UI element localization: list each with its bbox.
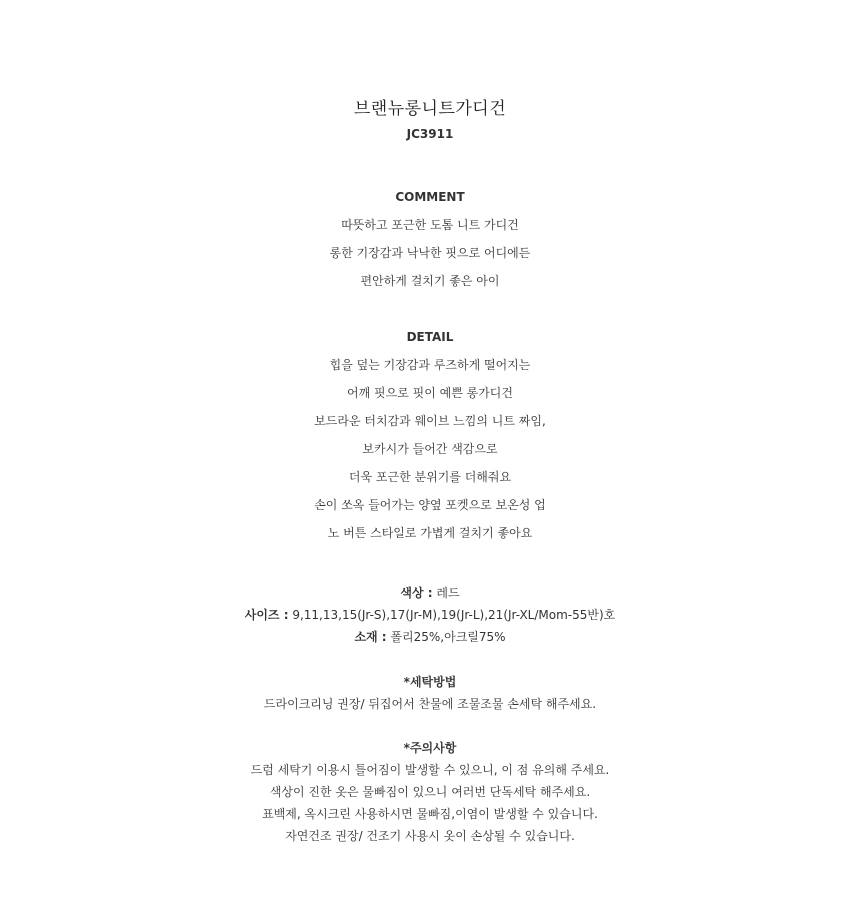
spec-color-value: 레드 xyxy=(436,586,460,600)
spec-size-label: 사이즈 : xyxy=(244,608,289,622)
caution-line: 자연건조 권장/ 건조기 사용시 옷이 손상될 수 있습니다. xyxy=(285,829,575,843)
spec-material-label: 소재 : xyxy=(354,630,387,644)
washing-text: 드라이크리닝 권장/ 뒤집어서 찬물에 조물조물 손세탁 해주세요. xyxy=(263,697,597,711)
comment-heading: COMMENT xyxy=(395,190,465,204)
detail-line: 더욱 포근한 분위기를 더해줘요 xyxy=(348,470,512,484)
detail-line: 노 버튼 스타일로 가볍게 걸치기 좋아요 xyxy=(327,526,533,540)
spec-size-value: 9,11,13,15(Jr-S),17(Jr-M),19(Jr-L),21(Jr-XL/Mom-55반)호 xyxy=(292,608,616,622)
comment-line: 따뜻하고 포근한 도톰 니트 가디건 xyxy=(341,218,519,232)
detail-line: 보카시가 들어간 색감으로 xyxy=(362,442,498,456)
comment-line: 편안하게 걸치기 좋은 아이 xyxy=(360,274,500,288)
caution-line: 색상이 진한 옷은 물빠짐이 있으니 여러번 단독세탁 해주세요. xyxy=(269,785,591,799)
spec-color xyxy=(0,585,860,601)
comment-line: 롱한 기장감과 낙낙한 핏으로 어디에든 xyxy=(329,246,531,260)
detail-line: 힙을 덮는 기장감과 루즈하게 떨어지는 xyxy=(329,358,531,372)
product-code: JC3911 xyxy=(406,127,454,141)
spec-size xyxy=(0,607,860,623)
detail-heading: DETAIL xyxy=(406,330,454,344)
caution-line: 표백제, 옥시크린 사용하시면 물빠짐,이염이 발생할 수 있습니다. xyxy=(262,807,598,821)
spec-material-value: 폴리25%,아크릴75% xyxy=(390,630,506,644)
spec-color-label: 색상 : xyxy=(400,586,433,600)
caution-heading: *주의사항 xyxy=(403,741,457,755)
product-title: 브랜뉴롱니트가디건 xyxy=(353,99,507,119)
caution-line: 드럼 세탁기 이용시 틀어짐이 발생할 수 있으니, 이 점 유의해 주세요. xyxy=(250,763,610,777)
detail-line: 보드라운 터치감과 웨이브 느낌의 니트 짜임, xyxy=(314,414,546,428)
detail-line: 손이 쏘옥 들어가는 양옆 포켓으로 보온성 업 xyxy=(314,498,546,512)
spec-material xyxy=(0,629,860,645)
detail-line: 어깨 핏으로 핏이 예쁜 롱가디건 xyxy=(347,386,513,400)
washing-heading: *세탁방법 xyxy=(403,675,457,689)
